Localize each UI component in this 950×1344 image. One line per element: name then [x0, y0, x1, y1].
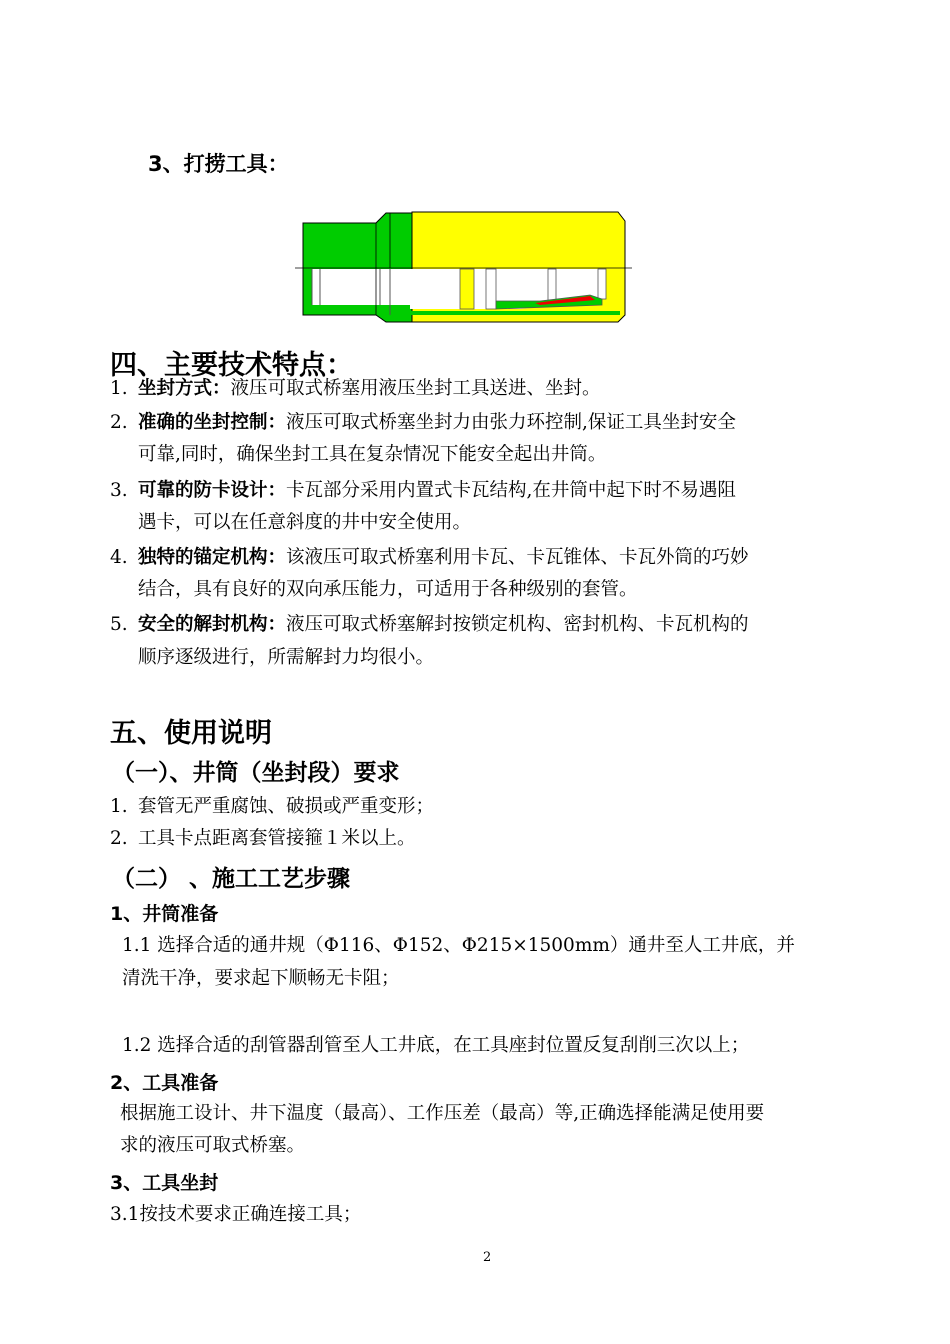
section4-title: 四、主要技术特点： [110, 350, 353, 381]
feature-item-continuation: 可靠,同时，确保坐封工具在复杂情况下能安全起出井筒。 [138, 444, 607, 465]
fishing-tool-heading: 3、打捞工具： [148, 152, 289, 176]
feature-item-continuation: 遇卡，可以在任意斜度的井中安全使用。 [138, 512, 472, 533]
feature-item: 2. 准确的坐封控制：液压可取式桥塞坐封力由张力环控制,保证工具坐封安全 [110, 412, 736, 433]
feature-item: 1. 坐封方式：液压可取式桥塞用液压坐封工具送进、坐封。 [110, 378, 601, 399]
step-paragraph: 3.1按技术要求正确连接工具； [110, 1204, 362, 1225]
step3-title: 3、工具坐封 [110, 1172, 219, 1194]
feature-item: 4. 独特的锚定机构：该液压可取式桥塞利用卡瓦、卡瓦锥体、卡瓦外筒的巧妙 [110, 547, 749, 568]
step2-title: 2、工具准备 [110, 1072, 219, 1094]
step-paragraph: 1.2 选择合适的刮管器刮管至人工井底，在工具座封位置反复刮削三次以上； [122, 1035, 750, 1056]
sub2-title: （二） 、施工工艺步骤 [112, 866, 351, 892]
step-paragraph: 1.1 选择合适的通井规（Φ116、Φ152、Φ215×1500mm）通井至人工井底，并 [122, 935, 795, 956]
feature-item-continuation: 顺序逐级进行，所需解封力均很小。 [138, 647, 435, 668]
step1-title: 1、井筒准备 [110, 903, 219, 925]
requirement-item: 1. 套管无严重腐蚀、破损或严重变形； [110, 796, 435, 817]
step-paragraph: 清洗干净，要求起下顺畅无卡阻； [122, 968, 400, 989]
feature-item: 5. 安全的解封机构：液压可取式桥塞解封按锁定机构、密封机构、卡瓦机构的 [110, 614, 749, 635]
section5-title: 五、使用说明 [110, 718, 272, 749]
step-paragraph: 求的液压可取式桥塞。 [120, 1135, 306, 1156]
requirement-item: 2. 工具卡点距离套管接箍１米以上。 [110, 828, 416, 849]
page-number: 2 [483, 1250, 492, 1265]
feature-item: 3. 可靠的防卡设计：卡瓦部分采用内置式卡瓦结构,在井筒中起下时不易遇阻 [110, 480, 736, 501]
feature-item-continuation: 结合，具有良好的双向承压能力，可适用于各种级别的套管。 [138, 579, 638, 600]
fishing-tool-diagram [290, 205, 635, 330]
sub1-title: （一）、井筒（坐封段）要求 [112, 760, 400, 786]
step-paragraph: 根据施工设计、井下温度（最高）、工作压差（最高）等,正确选择能满足使用要 [120, 1103, 765, 1124]
